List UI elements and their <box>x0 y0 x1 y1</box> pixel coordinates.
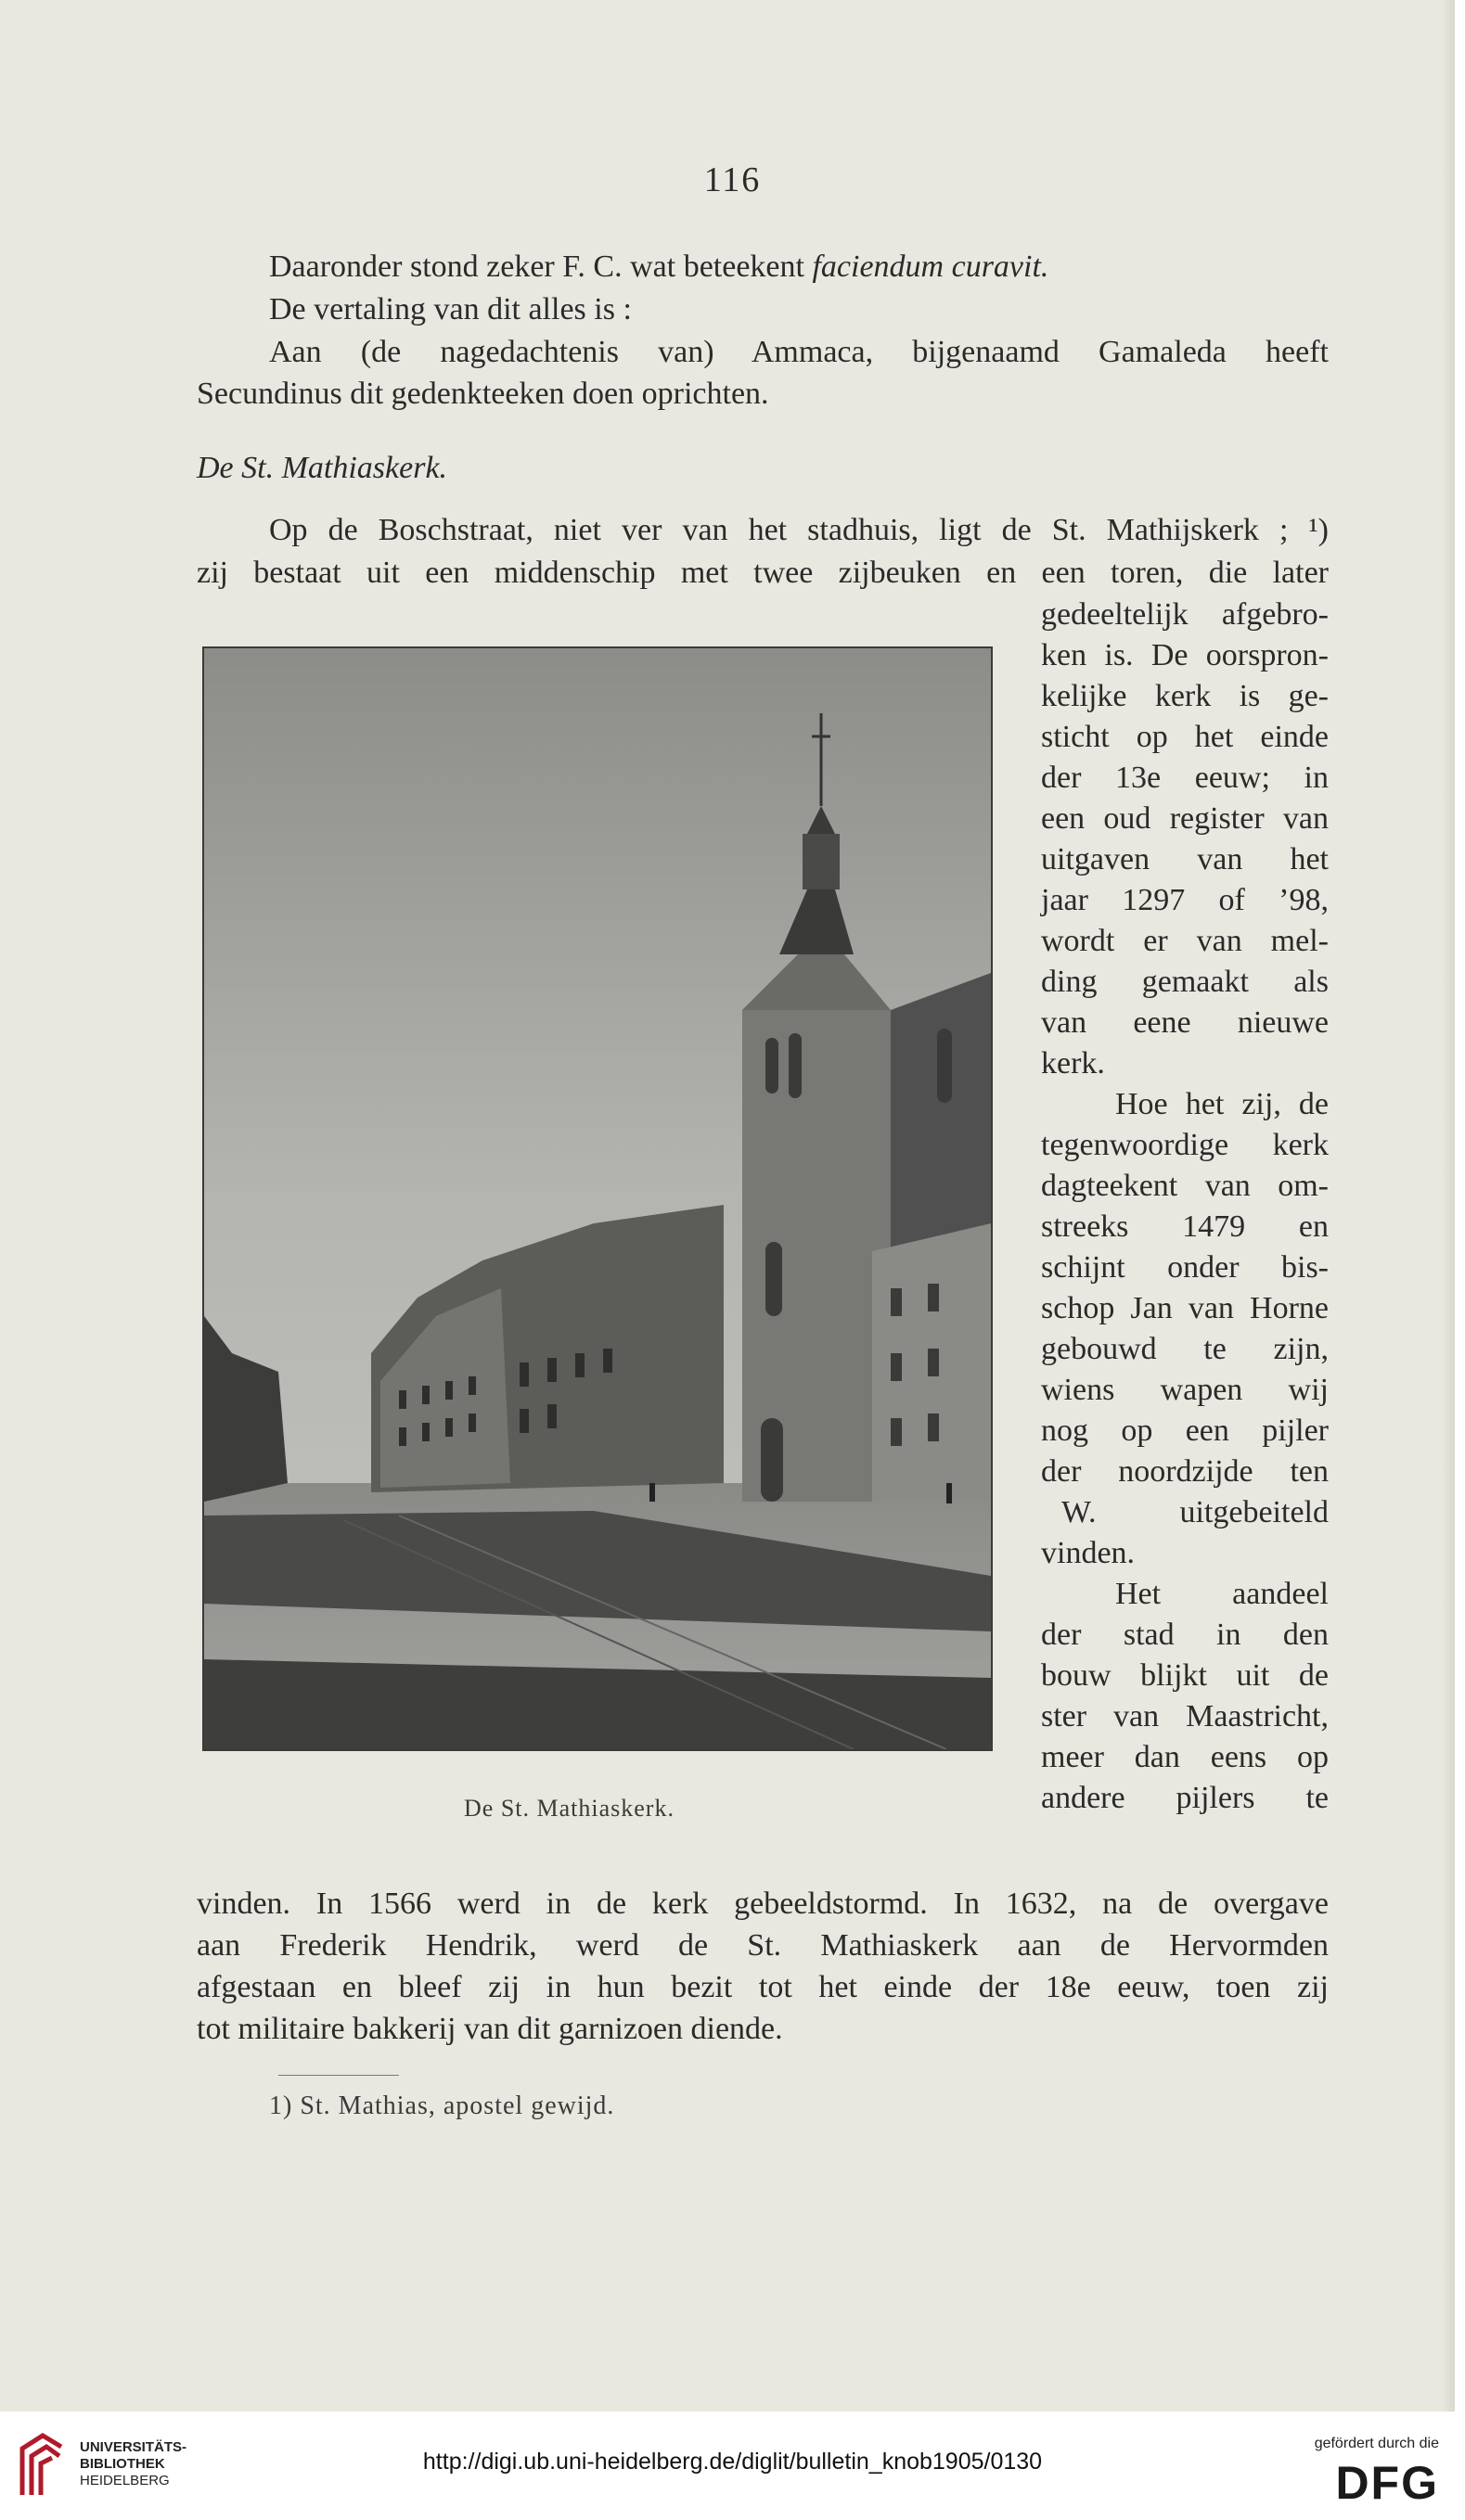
column-line: ken is. De oorspron- <box>1041 638 1329 672</box>
intro-line-2 <box>269 289 632 330</box>
funding-note: gefördert durch die <box>1314 2436 1439 2451</box>
body-line-2: zij bestaat uit een middenschip met twee zijbeuken en een toren, die later <box>197 556 1329 590</box>
column-line: der 13e eeuw; in <box>1041 761 1329 795</box>
column-line: Hoe het zij, de <box>1115 1087 1329 1121</box>
column-line: jaar 1297 of ’98, <box>1041 883 1329 917</box>
column-line: schijnt onder bis- <box>1041 1250 1329 1285</box>
column-line: nog op een pijler <box>1041 1414 1329 1448</box>
column-line: een oud register van <box>1041 801 1329 836</box>
closing-line-2: aan Frederik Hendrik, werd de St. Mathiaskerk aan de Hervormden <box>197 1928 1329 1963</box>
footer-bar <box>0 2411 1465 2520</box>
library-line-3: HEIDELBERG <box>80 2473 170 2488</box>
intro-line-1 <box>269 247 1048 288</box>
column-line: streeks 1479 en <box>1041 1209 1329 1244</box>
library-line-2: BIBLIOTHEK <box>80 2456 165 2472</box>
intro-line-1-italic: faciendum curavit. <box>812 249 1049 284</box>
intro-line-2-text: De vertaling van dit alles is : <box>269 292 632 326</box>
source-url-link[interactable]: http://digi.ub.uni-heidelberg.de/diglit/bulletin_knob1905/0130 <box>422 2449 1043 2475</box>
dfg-logo: DFG <box>1335 2457 1439 2509</box>
page-edge-shadow <box>1442 0 1455 2411</box>
column-line: Het aandeel <box>1115 1577 1329 1611</box>
column-line: kelijke kerk is ge- <box>1041 679 1329 713</box>
body-line-1: Op de Boschstraat, niet ver van het stadhuis, ligt de St. Mathijskerk ; ¹) <box>269 513 1329 547</box>
intro-line-3 <box>269 332 1329 373</box>
closing-line-1: vinden. In 1566 werd in de kerk gebeeldstormd. In 1632, na de overgave <box>197 1887 1329 1921</box>
column-line: dagteekent van om- <box>1041 1169 1329 1203</box>
intro-line-4-text: Secundinus dit gedenkteeken doen oprichten. <box>197 377 769 411</box>
column-line: gedeeltelijk afgebro- <box>1041 597 1329 632</box>
column-line: sticht op het einde <box>1041 720 1329 754</box>
column-line: der stad in den <box>1041 1618 1329 1652</box>
column-line: W. uitgebeiteld <box>1061 1495 1329 1529</box>
closing-line-4: tot militaire bakkerij van dit garnizoen diende. <box>197 2012 783 2046</box>
church-photograph <box>202 646 993 1751</box>
footnote-divider <box>278 2075 399 2076</box>
column-line: ster van Maastricht, <box>1041 1699 1329 1733</box>
library-line-1: UNIVERSITÄTS- <box>80 2439 187 2455</box>
column-line: bouw blijkt uit de <box>1041 1658 1329 1693</box>
column-line: tegenwoordige kerk <box>1041 1128 1329 1162</box>
church-illustration <box>204 648 991 1749</box>
column-line: gebouwd te zijn, <box>1041 1332 1329 1366</box>
intro-line-3-text: Aan (de nagedachtenis van) Ammaca, bijgenaamd Gamaleda heeft <box>269 335 1329 369</box>
closing-line-3: afgestaan en bleef zij in hun bezit tot het einde der 18e eeuw, toen zij <box>197 1970 1329 2004</box>
page-number: 116 <box>703 160 762 199</box>
column-line: der noordzijde ten <box>1041 1454 1329 1489</box>
column-line: van eene nieuwe <box>1041 1005 1329 1040</box>
column-line: vinden. <box>1041 1536 1136 1570</box>
column-line: meer dan eens op <box>1041 1740 1329 1774</box>
footnote: 1) St. Mathias, apostel gewijd. <box>269 2091 615 2120</box>
column-line: schop Jan van Horne <box>1041 1291 1329 1325</box>
column-line: uitgaven van het <box>1041 842 1329 876</box>
intro-line-4 <box>197 374 769 415</box>
side-column <box>1041 595 1329 1819</box>
column-line: wiens wapen wij <box>1041 1373 1329 1407</box>
photo-caption: De St. Mathiaskerk. <box>464 1795 675 1822</box>
column-line: wordt er van mel- <box>1041 924 1329 958</box>
intro-line-1-text: Daaronder stond zeker F. C. wat beteekent <box>269 249 813 284</box>
column-line: kerk. <box>1041 1046 1105 1081</box>
column-line: andere pijlers te <box>1041 1781 1329 1815</box>
column-line: ding gemaakt als <box>1041 965 1329 999</box>
section-heading: De St. Mathiaskerk. <box>197 451 448 485</box>
